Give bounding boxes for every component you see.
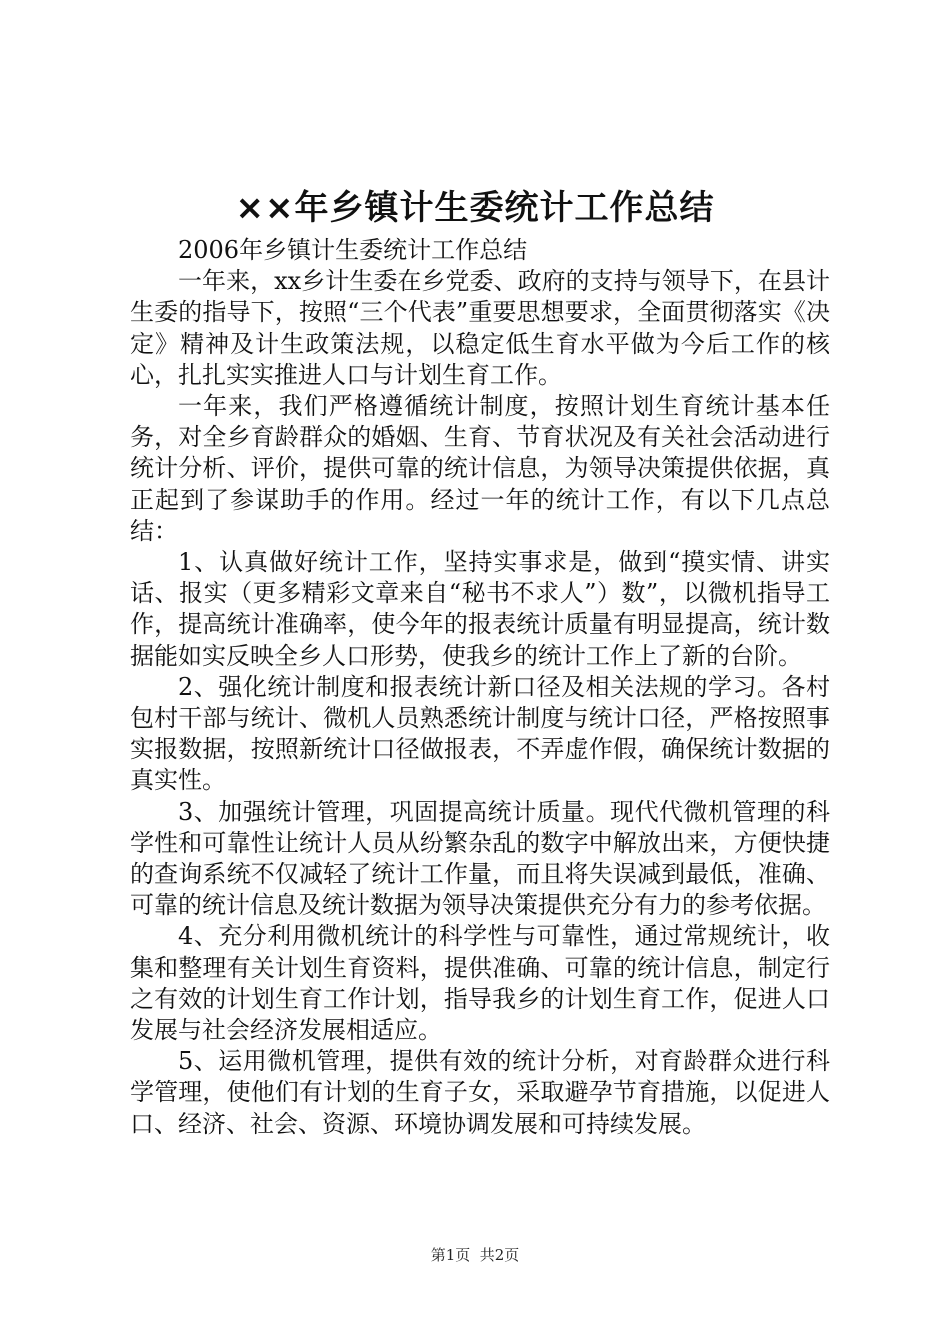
page-footer	[0, 1245, 950, 1265]
paragraph-point-3: 3、加强统计管理，巩固提高统计质量。现代代微机管理的科学性和可靠性让统计人员从纷繁杂乱的数字中解放出来，方便快捷的查询系统不仅减轻了统计工作量，而且将失误减到最低，准确、可靠的统计信息及统计数据为领导决策提供充分有力的参考依据。	[130, 797, 830, 920]
document-body	[130, 235, 830, 1140]
paragraph-point-1: 1、认真做好统计工作，坚持实事求是，做到“摸实情、讲实话、报实（更多精彩文章来自“秘书不求人”）数”，以微机指导工作，提高统计准确率，使今年的报表统计质量有明显提高，统计数据能如实反映全乡人口形势，使我乡的统计工作上了新的台阶。	[130, 548, 830, 670]
paragraph-point-2: 2、强化统计制度和报表统计新口径及相关法规的学习。各村包村干部与统计、微机人员熟悉统计制度与统计口径，严格按照事实报数据，按照新统计口径做报表，不弄虚作假，确保统计数据的真实性。	[130, 672, 830, 795]
paragraph-point-4: 4、充分利用微机统计的科学性与可靠性，通过常规统计，收集和整理有关计划生育资料，提供准确、可靠的统计信息，制定行之有效的计划生育工作计划，指导我乡的计划生育工作，促进人口发展与社会经济发展相适应。	[130, 922, 830, 1045]
page-number-label: 第1页 共2页	[430, 1246, 520, 1264]
document-title: ××年乡镇计生委统计工作总结	[235, 188, 715, 228]
document-subtitle: 2006年乡镇计生委统计工作总结	[178, 236, 528, 264]
paragraph-intro: 一年来，xx乡计生委在乡党委、政府的支持与领导下，在县计生委的指导下，按照“三个代表”重要思想要求，全面贯彻落实《决定》精神及计生政策法规，以稳定低生育水平做为今后工作的核心，扎扎实实推进人口与计划生育工作。	[130, 267, 830, 389]
paragraph-overview: 一年来，我们严格遵循统计制度，按照计划生育统计基本任务，对全乡育龄群众的婚姻、生育、节育状况及有关社会活动进行统计分析、评价，提供可靠的统计信息，为领导决策提供依据，真正起到了参谋助手的作用。经过一年的统计工作，有以下几点总结：	[130, 392, 830, 545]
paragraph-point-5: 5、运用微机管理，提供有效的统计分析，对育龄群众进行科学管理，使他们有计划的生育子女，采取避孕节育措施，以促进人口、经济、社会、资源、环境协调发展和可持续发展。	[130, 1047, 830, 1138]
